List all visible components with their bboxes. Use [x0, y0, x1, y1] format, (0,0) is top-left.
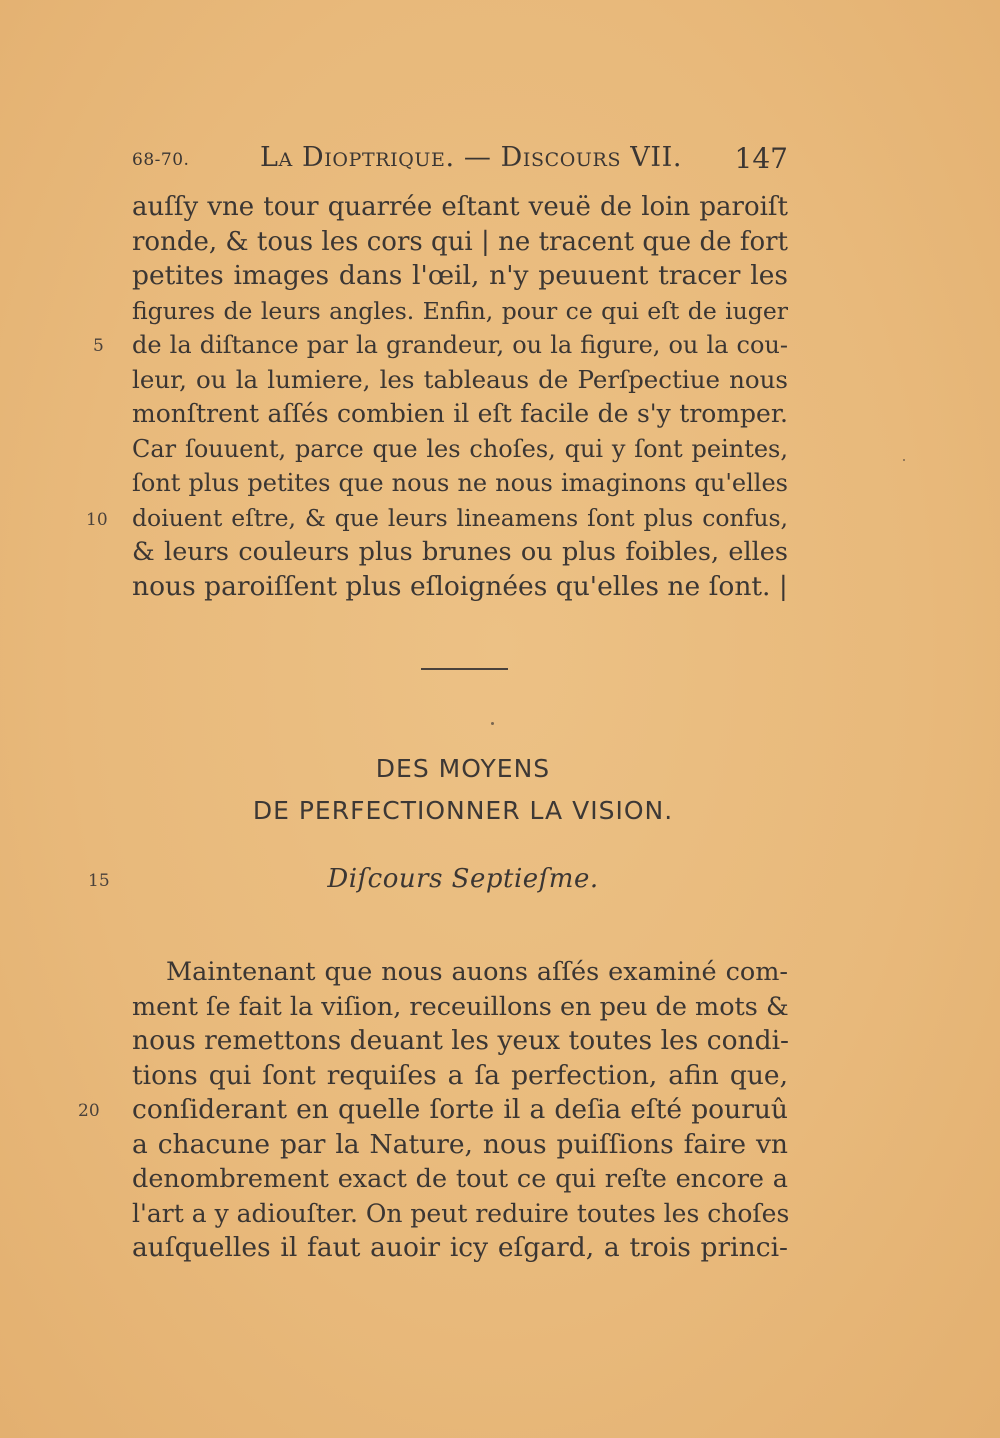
text-line: Maintenant que nous auons aſſés examiné com- — [166, 957, 788, 987]
text-line: ment ſe fait la viſion, receuillons en peu de mots & — [132, 991, 789, 1022]
text-line: & leurs couleurs plus brunes ou plus foibles, elles — [132, 537, 788, 567]
text-line: nous paroiſſent plus eſloignées qu'elles ne ſont. | — [132, 570, 788, 602]
line-number-20: 20 — [78, 1101, 100, 1121]
text-line: nous remettons deuant les yeux toutes les condi- — [132, 1025, 790, 1056]
text-line: ſont plus petites que nous ne nous imaginons qu'elles — [132, 469, 788, 497]
paper-speck — [903, 459, 905, 461]
section-title-line-1: DES MOYENS — [375, 754, 551, 783]
folio-range: 68-70. — [132, 150, 190, 170]
text-line: Car ſouuent, parce que les choſes, qui y ſont peintes, — [132, 434, 788, 463]
section-title-line-2: DE PERFECTIONNER LA VISION. — [252, 796, 674, 825]
line-number-15: 15 — [88, 871, 110, 891]
text-line: l'art a y adiouſter. On peut reduire toutes les choſes — [132, 1198, 790, 1228]
text-line: de la diſtance par la grandeur, ou la figure, ou la cou- — [132, 331, 788, 359]
line-number-5: 5 — [93, 336, 104, 356]
text-line: monſtrent aſſés combien il eſt facile de s'y tromper. — [132, 399, 788, 428]
text-line: auſquelles il faut auoir icy eſgard, a trois princi- — [132, 1232, 788, 1263]
text-line: doiuent eſtre, & que leurs lineamens ſont plus confus, — [132, 503, 788, 532]
bottom-paragraph — [132, 955, 788, 1266]
text-line: figures de leurs angles. Enfin, pour ce qui eſt de iuger — [132, 296, 788, 325]
text-line: petites images dans l'œil, n'y peuuent tracer les — [132, 260, 788, 291]
page-number: 147 — [734, 142, 788, 175]
top-paragraph — [132, 190, 788, 604]
running-head-title: La Dioptrique. — Discours VII. — [260, 142, 683, 173]
line-number-10: 10 — [86, 510, 108, 530]
text-line: conſiderant en quelle ſorte il a deſia eſté pouruû — [132, 1094, 788, 1125]
paper-speck — [491, 722, 494, 725]
section-divider — [421, 668, 508, 670]
text-line: leur, ou la lumiere, les tableaus de Perſpectiue nous — [132, 364, 788, 394]
text-line: denombrement exact de tout ce qui reſte encore a — [132, 1164, 788, 1194]
text-line: ronde, & tous les cors qui | ne tracent que de fort — [132, 226, 788, 257]
running-head — [132, 142, 788, 182]
discours-title: Diſcours Septieſme. — [327, 864, 599, 894]
text-line: auſſy vne tour quarrée eſtant veuë de loin paroiſt — [132, 192, 788, 222]
text-line: a chacune par la Nature, nous puiſſions faire vn — [132, 1128, 788, 1160]
text-line: tions qui ſont requiſes a ſa perfection, afin que, — [132, 1059, 788, 1091]
